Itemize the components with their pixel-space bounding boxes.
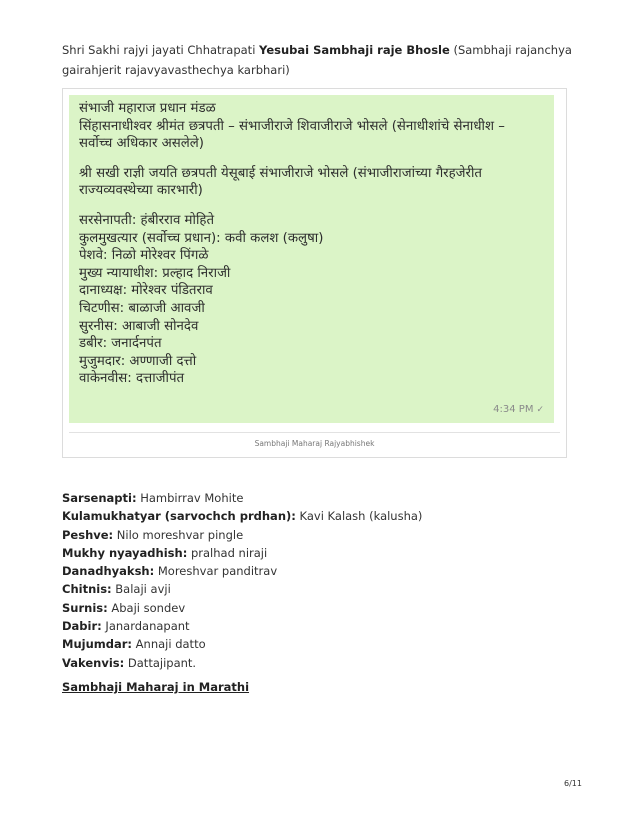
role-item bbox=[62, 526, 582, 544]
checkmark-icon: ✓ bbox=[536, 405, 544, 415]
intro-suffix: (Sambhaji rajanchya gairahjerit rajavyavasthechya karbhari) bbox=[62, 43, 572, 77]
chat-line: वाकेनवीस: दत्ताजीपंत bbox=[79, 371, 185, 387]
chat-line: पेशवे: निळो मोरेश्वर पिंगळे bbox=[79, 248, 209, 264]
role-item bbox=[62, 489, 582, 507]
role-label: Chitnis: bbox=[62, 582, 112, 597]
role-label: Surnis: bbox=[62, 600, 108, 615]
sambhaji-marathi-link[interactable]: Sambhaji Maharaj in Marathi bbox=[62, 680, 250, 694]
role-item bbox=[62, 599, 582, 617]
chat-line: सिंहासनाधीश्वर श्रीमंत छत्रपती – संभाजीराजे शिवाजीराजे भोसले (सेनाधीशांचे सेनाधीश – bbox=[79, 118, 505, 134]
role-label: Vakenvis: bbox=[62, 655, 125, 670]
role-item bbox=[62, 654, 582, 672]
role-label: Sarsenapti: bbox=[62, 491, 137, 505]
caption-divider bbox=[69, 432, 560, 433]
chat-line: सुरनीस: आबाजी सोनदेव bbox=[79, 318, 199, 334]
chat-screenshot-figure bbox=[62, 88, 567, 458]
role-item bbox=[62, 635, 582, 653]
chat-message-bubble bbox=[69, 95, 554, 423]
role-label: Mujumdar: bbox=[62, 637, 133, 652]
role-item bbox=[62, 562, 582, 580]
chat-line: दानाध्यक्ष: मोरेश्वर पंडितराव bbox=[79, 283, 213, 299]
role-item bbox=[62, 544, 582, 562]
figure-caption: Sambhaji Maharaj Rajyabhishek bbox=[254, 439, 375, 448]
role-value: Annaji datto bbox=[132, 637, 206, 652]
role-item bbox=[62, 580, 582, 598]
role-value: Balaji avji bbox=[111, 582, 171, 597]
chat-line: संभाजी महाराज प्रधान मंडळ bbox=[79, 101, 216, 116]
chat-line: सर्वोच्च अधिकार असलेले) bbox=[79, 136, 204, 152]
role-value: Moreshvar panditrav bbox=[154, 564, 278, 579]
role-value: Abaji sondev bbox=[107, 600, 186, 615]
role-label: Dabir: bbox=[62, 619, 102, 634]
role-item bbox=[62, 617, 582, 635]
role-value: Nilo moreshvar pingle bbox=[113, 527, 244, 542]
role-value: Janardanapant bbox=[101, 619, 190, 634]
role-value: pralhad niraji bbox=[187, 545, 268, 560]
role-label: Kulamukhatyar (sarvochch prdhan): bbox=[62, 509, 296, 524]
chat-line: राज्यव्यवस्थेच्या कारभारी) bbox=[79, 183, 203, 199]
role-item bbox=[62, 507, 582, 525]
chat-line: मुजुमदार: अण्णाजी दत्तो bbox=[79, 353, 197, 369]
intro-paragraph bbox=[62, 40, 582, 80]
page-number: 6/11 bbox=[564, 779, 582, 788]
chat-line: मुख्य न्यायाधीश: प्रल्हाद निराजी bbox=[79, 265, 231, 281]
intro-prefix: Shri Sakhi rajyi jayati Chhatrapati bbox=[62, 43, 260, 57]
intro-bold-name: Yesubai Sambhaji raje Bhosle bbox=[259, 43, 450, 57]
chat-line: कुलमुखत्यार (सर्वोच्च प्रधान): कवी कलश (कलुषा) bbox=[79, 230, 324, 246]
roles-list bbox=[62, 489, 582, 672]
role-label: Danadhyaksh: bbox=[62, 564, 155, 579]
chat-line: डबीर: जनार्दनपंत bbox=[79, 336, 162, 352]
chat-line: सरसेनापती: हंबीरराव मोहिते bbox=[79, 212, 215, 228]
role-label: Peshve: bbox=[62, 527, 114, 542]
message-timestamp bbox=[493, 404, 544, 415]
role-label: Mukhy nyayadhish: bbox=[62, 545, 188, 560]
chat-line: चिटणीस: बाळाजी आवजी bbox=[79, 300, 205, 316]
timestamp-text: 4:34 PM bbox=[493, 404, 534, 415]
role-value: Dattajipant. bbox=[124, 655, 197, 670]
role-value: Hambirrav Mohite bbox=[136, 491, 244, 505]
chat-line: श्री सखी राज्ञी जयति छत्रपती येसूबाई संभाजीराजे भोसले (संभाजीराजांच्या गैरहजेरीत bbox=[79, 165, 483, 181]
role-value: Kavi Kalash (kalusha) bbox=[295, 509, 423, 524]
